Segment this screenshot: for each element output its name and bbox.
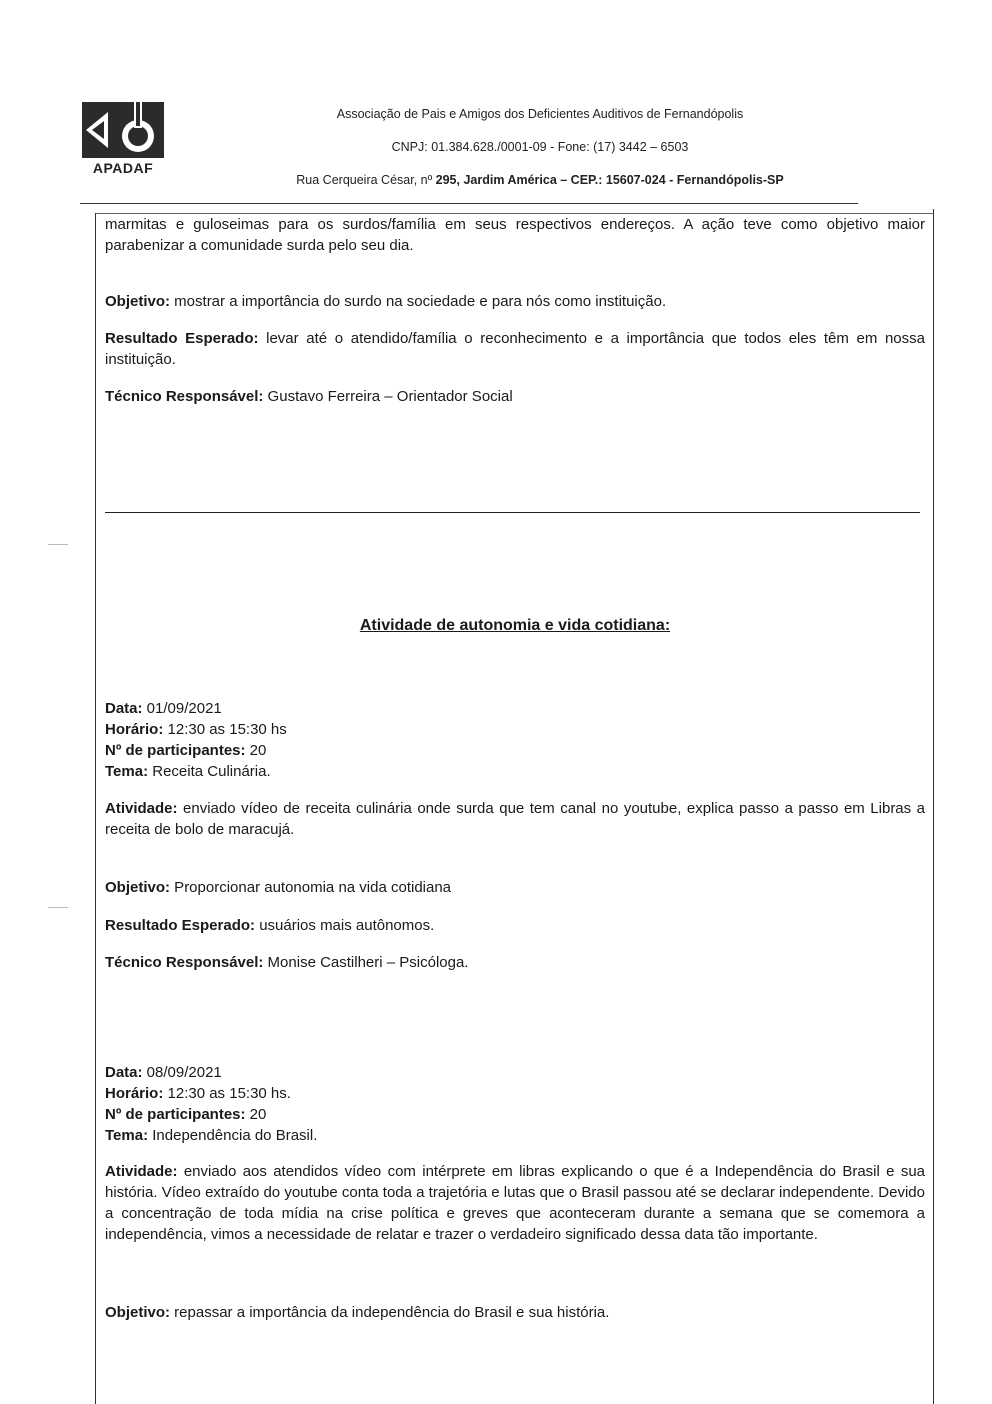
activity1-horario [105,719,925,740]
objetivo-text: mostrar a importância do surdo na sociedade e para nós como instituição. [170,293,667,310]
horario-value: 12:30 as 15:30 hs [163,721,287,738]
data-value: 08/09/2021 [142,1064,222,1081]
activity1-tecnico [105,952,925,973]
activity2-data [105,1062,925,1083]
resultado-paragraph [105,328,925,370]
horario-label: Horário: [105,721,164,738]
data-label: Data: [105,1064,143,1081]
address-rest: 295, Jardim América – CEP.: 15607-024 - Fernandópolis-SP [435,173,784,187]
resultado-text: usuários mais autônomos. [255,917,435,934]
atividade-text: enviado vídeo de receita culinária onde surda que tem canal no youtube, explica passo a passo em Libras a receita de bolo de maracujá. [105,800,925,838]
intro-paragraph: marmitas e guloseimas para os surdos/família em seus respectivos endereços. A ação teve como objetivo maior parabenizar a comunidade surda pelo seu dia. [105,216,925,254]
activity2-horario [105,1083,925,1104]
activity2-tema [105,1125,925,1146]
data-value: 01/09/2021 [142,700,222,717]
objetivo-label: Objetivo: [105,1304,171,1321]
atividade-text: enviado aos atendidos vídeo com intérprete em libras explicando o que é a Independência do Brasil e sua história. Vídeo extraído do youtube conta toda a trajetória e lutas que o Brasil passou até se declarar independente. Devido a concentração de toda mídia na crise política e greves que aconteceram durante a semana que se comemora a independência, vimos a necessidade de relatar e trazer o verdadeiro significado dessa data tão importante. [105,1163,925,1243]
tema-label: Tema: [105,763,149,780]
activity2-participantes [105,1104,925,1125]
objetivo-label: Objetivo: [105,293,171,310]
resultado-text: levar até o atendido/família o reconhecimento e a importância que todos eles têm em nossa instituição. [105,330,925,368]
objetivo-text: Proporcionar autonomia na vida cotidiana [170,879,452,896]
resultado-label: Resultado Esperado: [105,330,259,347]
tecnico-label: Técnico Responsável: [105,954,264,971]
participantes-label: Nº de participantes: [105,1106,246,1123]
activity1-objetivo [105,877,925,898]
tecnico-text: Monise Castilheri – Psicóloga. [263,954,469,971]
data-label: Data: [105,700,143,717]
objetivo-label: Objetivo: [105,879,171,896]
activity2-atividade [105,1161,925,1245]
activity1-data [105,698,925,719]
objetivo-line [105,291,925,312]
activity1-participantes [105,740,925,761]
organization-name: Associação de Pais e Amigos dos Deficientes Auditivos de Fernandópolis [336,107,744,121]
section-title: Atividade de autonomia e vida cotidiana: [359,617,671,634]
horario-value: 12:30 as 15:30 hs. [163,1085,291,1102]
activity2-objetivo [105,1302,925,1323]
scan-mark [48,907,68,908]
apadaf-logo [78,96,168,178]
tecnico-line [105,386,925,407]
activity1-tema [105,761,925,782]
objetivo-text: repassar a importância da independência do Brasil e sua história. [170,1304,610,1321]
participantes-value: 20 [245,1106,267,1123]
tecnico-label: Técnico Responsável: [105,388,264,405]
address-line [230,173,850,187]
address-prefix: Rua Cerqueira César, nº [296,173,436,187]
tecnico-text: Gustavo Ferreira – Orientador Social [263,388,513,405]
cnpj-phone-line: CNPJ: 01.384.628./0001-09 - Fone: (17) 3442 – 6503 [391,140,689,154]
atividade-label: Atividade: [105,800,178,817]
logo-text: APADAF [92,160,154,176]
participantes-value: 20 [245,742,267,759]
tema-value: Receita Culinária. [148,763,271,780]
content-box-left [95,213,96,1404]
scan-mark [48,544,68,545]
tema-label: Tema: [105,1127,149,1144]
activity1-resultado [105,915,925,936]
tema-value: Independência do Brasil. [148,1127,318,1144]
participantes-label: Nº de participantes: [105,742,246,759]
ear-logo-icon [78,96,168,166]
horario-label: Horário: [105,1085,164,1102]
section-separator [105,512,920,513]
header-divider [80,203,858,204]
atividade-label: Atividade: [105,1163,178,1180]
content-box-right [933,209,934,1404]
resultado-label: Resultado Esperado: [105,917,256,934]
activity1-atividade [105,798,925,840]
